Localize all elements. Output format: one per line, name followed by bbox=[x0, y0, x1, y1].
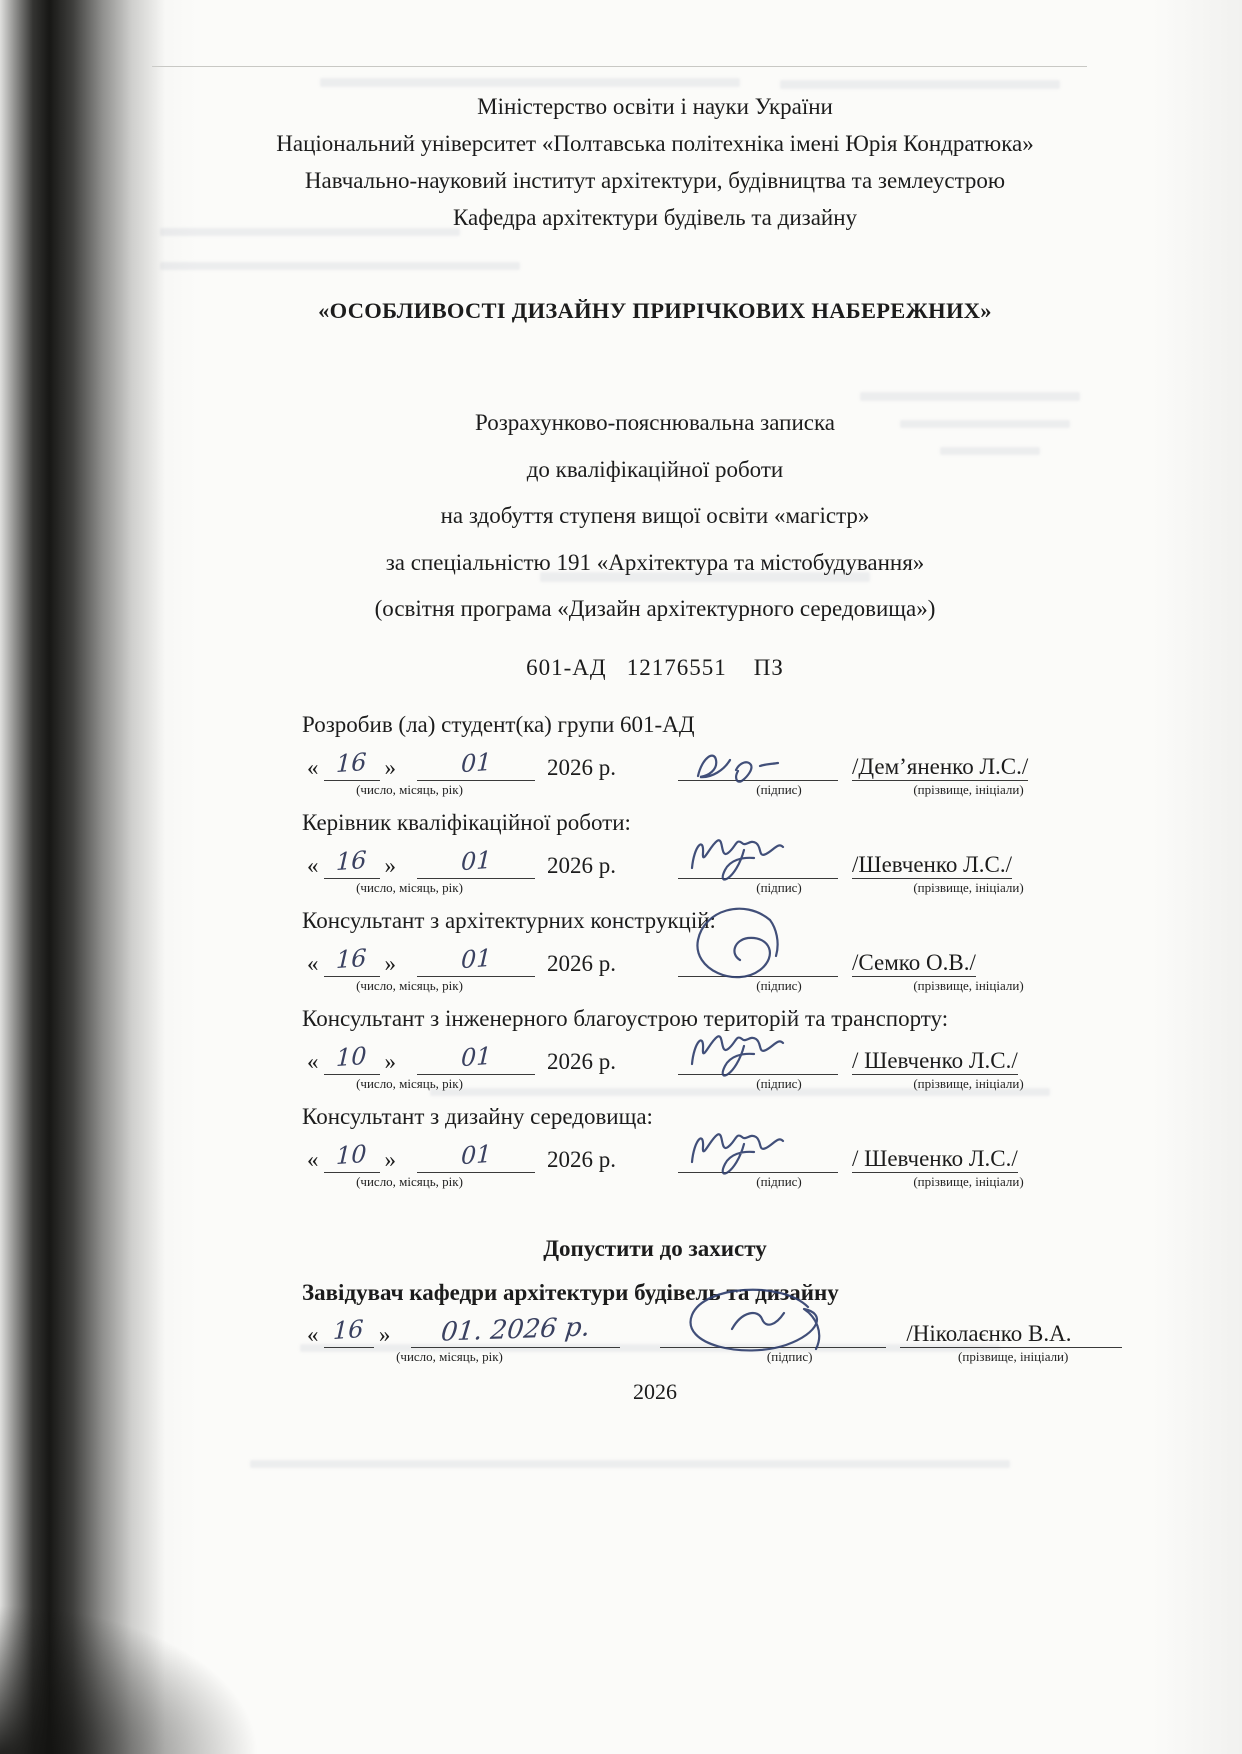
signature-shevchenko bbox=[684, 1120, 814, 1184]
signer-name: /Семко О.В./ bbox=[852, 949, 976, 975]
quote-open: « bbox=[307, 1321, 319, 1347]
day-field bbox=[324, 846, 380, 879]
year-label: 2026 р. bbox=[547, 1146, 616, 1172]
month-field bbox=[417, 846, 535, 879]
quote-open: « bbox=[307, 950, 319, 976]
quote-open: « bbox=[307, 1048, 319, 1074]
handwritten-day: 16 bbox=[335, 943, 368, 974]
caption-date: (число, місяць, рік) bbox=[356, 879, 463, 895]
document-content bbox=[150, 0, 1160, 1405]
handwritten-day: 10 bbox=[335, 1041, 368, 1072]
caption-date: (число, місяць, рік) bbox=[356, 781, 463, 797]
day-field bbox=[324, 1042, 380, 1075]
year-label: 2026 р. bbox=[547, 754, 616, 780]
handwritten-month: 01 bbox=[460, 1139, 492, 1170]
day-field bbox=[324, 748, 380, 781]
day-field bbox=[324, 944, 380, 977]
signature-nikolaenko bbox=[674, 1283, 844, 1359]
handwritten-day: 16 bbox=[332, 1314, 365, 1345]
role-consultant-constructions: Консультант з архітектурних конструкцій: bbox=[302, 907, 716, 933]
year-label: 2026 р. bbox=[547, 852, 616, 878]
signature-field bbox=[678, 846, 838, 879]
handwritten-month: 01 bbox=[460, 845, 492, 876]
quote-close: » bbox=[378, 1321, 391, 1347]
signature-field bbox=[678, 748, 838, 781]
month-field bbox=[417, 1140, 535, 1173]
header-line-ministry: Міністерство освіти і науки України bbox=[477, 94, 833, 119]
footer-year: 2026 bbox=[633, 1378, 677, 1404]
description-line: Розрахунково-пояснювальна записка bbox=[474, 410, 835, 435]
signer-name: / Шевченко Л.С./ bbox=[852, 1145, 1018, 1171]
caption-date: (число, місяць, рік) bbox=[356, 1173, 463, 1189]
signature-shevchenko bbox=[684, 826, 814, 890]
signature-field bbox=[678, 1042, 838, 1075]
description-line: до кваліфікаційної роботи bbox=[526, 456, 784, 482]
signature-field bbox=[660, 1315, 886, 1348]
month-field bbox=[417, 1042, 535, 1075]
role-supervisor: Керівник кваліфікаційної роботи: bbox=[302, 809, 631, 835]
role-consultant-design: Консультант з дизайну середовища: bbox=[302, 1103, 653, 1129]
signature-row-landscaping bbox=[302, 1039, 1122, 1075]
signer-name: /Дем’яненко Л.С./ bbox=[852, 753, 1029, 779]
institution-header bbox=[150, 88, 1160, 236]
document-code: 601-АД 12176551 ПЗ bbox=[526, 654, 784, 680]
handwritten-month: 01 bbox=[460, 1041, 492, 1072]
handwritten-date: 01. 2026 р. bbox=[439, 1311, 592, 1348]
day-field bbox=[324, 1315, 374, 1348]
caption-signature: (підпис) bbox=[766, 1348, 813, 1364]
day-field bbox=[324, 1140, 380, 1173]
caption-name: (прізвище, ініціали) bbox=[913, 781, 1024, 797]
signer-name: / Шевченко Л.С./ bbox=[852, 1047, 1018, 1073]
thesis-title: «ОСОБЛИВОСТІ ДИЗАЙНУ ПРИРІЧКОВИХ НАБЕРЕЖНИХ» bbox=[318, 298, 992, 323]
quote-close: » bbox=[384, 754, 396, 780]
caption-signature: (підпис) bbox=[756, 879, 802, 895]
approval-role: Завідувач кафедри архітектури будівель та дизайну bbox=[302, 1279, 839, 1305]
signer-name: /Ніколаєнко В.А. bbox=[900, 1321, 1122, 1348]
signature-field bbox=[678, 944, 838, 977]
quote-open: « bbox=[307, 754, 319, 780]
caption-name: (прізвище, ініціали) bbox=[913, 1075, 1024, 1091]
caption-signature: (підпис) bbox=[756, 781, 802, 797]
handwritten-month: 01 bbox=[460, 943, 492, 974]
caption-signature: (підпис) bbox=[756, 977, 802, 993]
month-field bbox=[417, 944, 535, 977]
signer-name: /Шевченко Л.С./ bbox=[852, 851, 1012, 877]
year-label: 2026 р. bbox=[547, 950, 616, 976]
caption-signature: (підпис) bbox=[756, 1173, 802, 1189]
quote-close: » bbox=[384, 852, 396, 878]
binding-bottom-shadow bbox=[0, 1604, 260, 1754]
quote-open: « bbox=[307, 852, 319, 878]
signature-row-student bbox=[302, 745, 1122, 781]
book-binding-shadow bbox=[0, 0, 165, 1754]
description-line: на здобуття ступеня вищої освіти «магістр» bbox=[440, 503, 870, 528]
approval-signature-block bbox=[302, 1312, 1122, 1365]
quote-close: » bbox=[384, 1048, 396, 1074]
handwritten-month: 01 bbox=[460, 747, 492, 778]
description-line: (освітня програма «Дизайн архітектурного середовища») bbox=[374, 596, 936, 621]
description-line: за спеціальністю 191 «Архітектура та містобудування» bbox=[385, 549, 925, 575]
header-line-university: Національний університет «Полтавська політехніка імені Юрія Кондратюка» bbox=[276, 131, 1034, 156]
quote-close: » bbox=[384, 1146, 396, 1172]
signature-field bbox=[678, 1140, 838, 1173]
signature-row-head-of-department bbox=[302, 1312, 1122, 1348]
signature-semko bbox=[684, 902, 804, 990]
caption-name: (прізвище, ініціали) bbox=[913, 1173, 1024, 1189]
date-field bbox=[411, 1311, 620, 1348]
thesis-description bbox=[150, 400, 1160, 633]
caption-name: (прізвище, ініціали) bbox=[913, 977, 1024, 993]
bleed-through bbox=[250, 1460, 1010, 1468]
signature-shevchenko bbox=[684, 1022, 814, 1086]
signature-row-supervisor bbox=[302, 843, 1122, 879]
caption-signature: (підпис) bbox=[756, 1075, 802, 1091]
month-field bbox=[417, 748, 535, 781]
caption-name: (прізвище, ініціали) bbox=[958, 1348, 1069, 1364]
signature-demyanenko bbox=[684, 740, 794, 792]
role-consultant-landscaping: Консультант з інженерного благоустрою територій та транспорту: bbox=[302, 1005, 949, 1031]
header-line-institute: Навчально-науковий інститут архітектури, будівництва та землеустрою bbox=[304, 168, 1006, 193]
handwritten-day: 16 bbox=[335, 747, 368, 778]
caption-date: (число, місяць, рік) bbox=[356, 977, 463, 993]
signature-row-design bbox=[302, 1137, 1122, 1173]
year-label: 2026 р. bbox=[547, 1048, 616, 1074]
caption-date: (число, місяць, рік) bbox=[396, 1348, 503, 1364]
role-student: Розробив (ла) студент(ка) групи 601-АД bbox=[302, 711, 695, 737]
quote-open: « bbox=[307, 1146, 319, 1172]
signatures-section bbox=[302, 709, 1122, 1190]
approval-heading: Допустити до захисту bbox=[543, 1235, 767, 1261]
caption-date: (число, місяць, рік) bbox=[356, 1075, 463, 1091]
signature-row-constructions bbox=[302, 941, 1122, 977]
caption-name: (прізвище, ініціали) bbox=[913, 879, 1024, 895]
handwritten-day: 10 bbox=[335, 1139, 368, 1170]
quote-close: » bbox=[384, 950, 396, 976]
header-line-department: Кафедра архітектури будівель та дизайну bbox=[452, 205, 858, 230]
handwritten-day: 16 bbox=[335, 845, 368, 876]
